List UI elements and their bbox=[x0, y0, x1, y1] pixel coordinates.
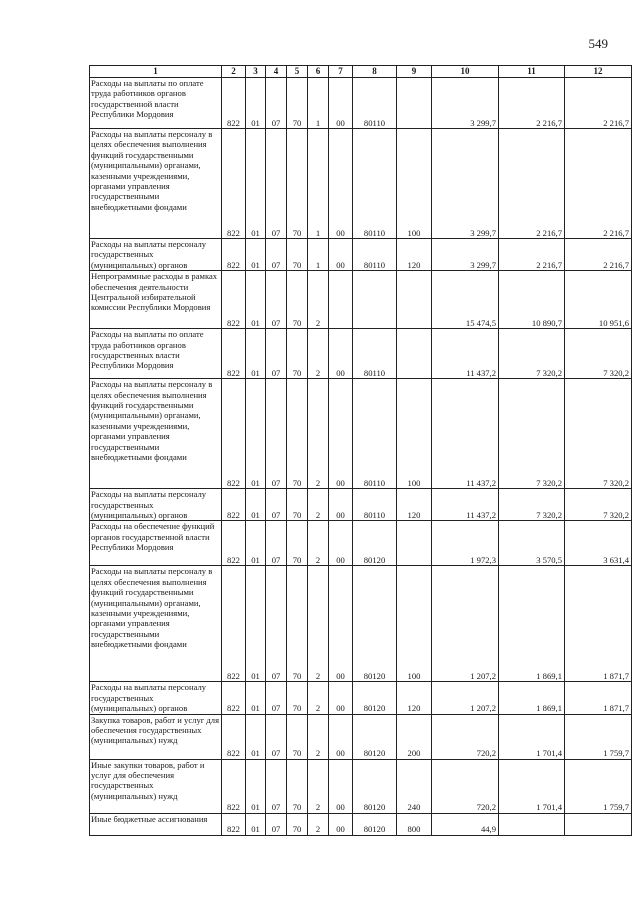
row-name-cell: Расходы на выплаты персоналу в целях обеспечения выполнения функций государственными (муниципальными) органами, казенными учреждениями, органами управления государственными внебюджетными фондами bbox=[90, 129, 222, 239]
cell-col-12: 7 320,2 bbox=[565, 379, 632, 489]
cell-col-9: 120 bbox=[397, 489, 432, 521]
cell-col-12: 1 759,7 bbox=[565, 759, 632, 813]
row-name-cell: Закупка товаров, работ и услуг для обеспечения государственных (муниципальных) нужд bbox=[90, 714, 222, 759]
cell-col-2: 822 bbox=[222, 489, 246, 521]
cell-col-10: 1 207,2 bbox=[432, 566, 499, 682]
cell-col-9: 200 bbox=[397, 714, 432, 759]
cell-col-6: 2 bbox=[308, 521, 329, 566]
cell-col-10: 11 437,2 bbox=[432, 329, 499, 379]
cell-col-2: 822 bbox=[222, 566, 246, 682]
cell-col-8: 80110 bbox=[353, 489, 397, 521]
cell-col-7: 00 bbox=[329, 813, 353, 835]
cell-col-8: 80110 bbox=[353, 329, 397, 379]
cell-col-10: 11 437,2 bbox=[432, 489, 499, 521]
cell-col-4: 07 bbox=[266, 271, 287, 329]
cell-col-12: 3 631,4 bbox=[565, 521, 632, 566]
cell-col-5: 70 bbox=[287, 329, 308, 379]
cell-col-10: 1 207,2 bbox=[432, 682, 499, 714]
cell-col-11: 3 570,5 bbox=[499, 521, 565, 566]
cell-col-7: 00 bbox=[329, 714, 353, 759]
cell-col-6: 2 bbox=[308, 566, 329, 682]
cell-col-5: 70 bbox=[287, 129, 308, 239]
cell-col-5: 70 bbox=[287, 566, 308, 682]
cell-col-3: 01 bbox=[246, 129, 266, 239]
cell-col-7: 00 bbox=[329, 129, 353, 239]
cell-col-11: 2 216,7 bbox=[499, 78, 565, 129]
cell-col-2: 822 bbox=[222, 682, 246, 714]
cell-col-7: 00 bbox=[329, 239, 353, 271]
cell-col-4: 07 bbox=[266, 813, 287, 835]
cell-col-6: 2 bbox=[308, 271, 329, 329]
cell-col-12: 1 871,7 bbox=[565, 566, 632, 682]
table-row bbox=[90, 521, 632, 566]
cell-col-3: 01 bbox=[246, 714, 266, 759]
cell-col-4: 07 bbox=[266, 239, 287, 271]
cell-col-2: 822 bbox=[222, 521, 246, 566]
table-row bbox=[90, 489, 632, 521]
cell-col-10: 3 299,7 bbox=[432, 239, 499, 271]
cell-col-6: 2 bbox=[308, 379, 329, 489]
column-header-10: 10 bbox=[432, 66, 499, 78]
table-row bbox=[90, 78, 632, 129]
cell-col-3: 01 bbox=[246, 239, 266, 271]
cell-col-4: 07 bbox=[266, 379, 287, 489]
cell-col-4: 07 bbox=[266, 489, 287, 521]
cell-col-11: 1 869,1 bbox=[499, 682, 565, 714]
cell-col-12: 1 871,7 bbox=[565, 682, 632, 714]
cell-col-7: 00 bbox=[329, 521, 353, 566]
cell-col-2: 822 bbox=[222, 239, 246, 271]
cell-col-5: 70 bbox=[287, 813, 308, 835]
cell-col-9 bbox=[397, 78, 432, 129]
cell-col-11 bbox=[499, 813, 565, 835]
row-name-cell: Расходы на обеспечение функций органов государственной власти Республики Мордовия bbox=[90, 521, 222, 566]
column-header-1: 1 bbox=[90, 66, 222, 78]
table-row bbox=[90, 566, 632, 682]
cell-col-7: 00 bbox=[329, 566, 353, 682]
cell-col-3: 01 bbox=[246, 489, 266, 521]
row-name-cell: Расходы на выплаты персоналу государственных (муниципальных) органов bbox=[90, 682, 222, 714]
cell-col-3: 01 bbox=[246, 329, 266, 379]
cell-col-6: 2 bbox=[308, 714, 329, 759]
cell-col-6: 2 bbox=[308, 489, 329, 521]
cell-col-6: 1 bbox=[308, 129, 329, 239]
table-header-row bbox=[90, 66, 632, 78]
column-header-11: 11 bbox=[499, 66, 565, 78]
budget-table bbox=[89, 65, 632, 836]
cell-col-6: 2 bbox=[308, 813, 329, 835]
cell-col-9 bbox=[397, 329, 432, 379]
table-row bbox=[90, 813, 632, 835]
cell-col-2: 822 bbox=[222, 129, 246, 239]
row-name-cell: Расходы на выплаты по оплате труда работников органов государственной власти Республики Мордовия bbox=[90, 78, 222, 129]
cell-col-2: 822 bbox=[222, 271, 246, 329]
cell-col-7: 00 bbox=[329, 489, 353, 521]
cell-col-8: 80110 bbox=[353, 78, 397, 129]
cell-col-9 bbox=[397, 271, 432, 329]
column-header-6: 6 bbox=[308, 66, 329, 78]
cell-col-7: 00 bbox=[329, 329, 353, 379]
cell-col-10: 3 299,7 bbox=[432, 78, 499, 129]
cell-col-8: 80120 bbox=[353, 813, 397, 835]
column-header-7: 7 bbox=[329, 66, 353, 78]
cell-col-2: 822 bbox=[222, 714, 246, 759]
cell-col-7 bbox=[329, 271, 353, 329]
cell-col-2: 822 bbox=[222, 813, 246, 835]
cell-col-11: 7 320,2 bbox=[499, 379, 565, 489]
cell-col-9: 100 bbox=[397, 129, 432, 239]
table-row bbox=[90, 271, 632, 329]
cell-col-7: 00 bbox=[329, 682, 353, 714]
cell-col-11: 7 320,2 bbox=[499, 329, 565, 379]
cell-col-12: 7 320,2 bbox=[565, 329, 632, 379]
cell-col-3: 01 bbox=[246, 271, 266, 329]
cell-col-10: 720,2 bbox=[432, 714, 499, 759]
row-name-cell: Иные закупки товаров, работ и услуг для обеспечения государственных (муниципальных) нужд bbox=[90, 759, 222, 813]
cell-col-10: 15 474,5 bbox=[432, 271, 499, 329]
cell-col-3: 01 bbox=[246, 379, 266, 489]
cell-col-4: 07 bbox=[266, 714, 287, 759]
cell-col-5: 70 bbox=[287, 271, 308, 329]
cell-col-2: 822 bbox=[222, 379, 246, 489]
table-row bbox=[90, 714, 632, 759]
cell-col-4: 07 bbox=[266, 759, 287, 813]
cell-col-11: 1 869,1 bbox=[499, 566, 565, 682]
cell-col-5: 70 bbox=[287, 521, 308, 566]
table-row bbox=[90, 129, 632, 239]
cell-col-10: 44,9 bbox=[432, 813, 499, 835]
cell-col-2: 822 bbox=[222, 78, 246, 129]
cell-col-12: 10 951,6 bbox=[565, 271, 632, 329]
row-name-cell: Иные бюджетные ассигнования bbox=[90, 813, 222, 835]
cell-col-8: 80120 bbox=[353, 682, 397, 714]
cell-col-8: 80110 bbox=[353, 379, 397, 489]
cell-col-3: 01 bbox=[246, 759, 266, 813]
cell-col-3: 01 bbox=[246, 521, 266, 566]
cell-col-4: 07 bbox=[266, 682, 287, 714]
column-header-3: 3 bbox=[246, 66, 266, 78]
table-row bbox=[90, 329, 632, 379]
cell-col-11: 10 890,7 bbox=[499, 271, 565, 329]
cell-col-7: 00 bbox=[329, 759, 353, 813]
cell-col-11: 7 320,2 bbox=[499, 489, 565, 521]
cell-col-5: 70 bbox=[287, 759, 308, 813]
table-row bbox=[90, 759, 632, 813]
cell-col-11: 2 216,7 bbox=[499, 239, 565, 271]
cell-col-6: 2 bbox=[308, 759, 329, 813]
table-row bbox=[90, 682, 632, 714]
cell-col-3: 01 bbox=[246, 78, 266, 129]
column-header-9: 9 bbox=[397, 66, 432, 78]
cell-col-3: 01 bbox=[246, 813, 266, 835]
cell-col-9: 800 bbox=[397, 813, 432, 835]
cell-col-10: 3 299,7 bbox=[432, 129, 499, 239]
row-name-cell: Расходы на выплаты персоналу государственных (муниципальных) органов bbox=[90, 239, 222, 271]
cell-col-8: 80120 bbox=[353, 521, 397, 566]
table-row bbox=[90, 239, 632, 271]
row-name-cell: Непрограммные расходы в рамках обеспечения деятельности Центральной избирательной комиссии Республики Мордовия bbox=[90, 271, 222, 329]
cell-col-6: 1 bbox=[308, 78, 329, 129]
cell-col-7: 00 bbox=[329, 78, 353, 129]
cell-col-10: 11 437,2 bbox=[432, 379, 499, 489]
cell-col-12: 1 759,7 bbox=[565, 714, 632, 759]
cell-col-2: 822 bbox=[222, 759, 246, 813]
cell-col-8: 80120 bbox=[353, 714, 397, 759]
cell-col-4: 07 bbox=[266, 78, 287, 129]
cell-col-5: 70 bbox=[287, 379, 308, 489]
cell-col-8: 80120 bbox=[353, 759, 397, 813]
cell-col-3: 01 bbox=[246, 566, 266, 682]
column-header-8: 8 bbox=[353, 66, 397, 78]
page-number: 549 bbox=[588, 36, 608, 51]
cell-col-9: 240 bbox=[397, 759, 432, 813]
cell-col-12: 2 216,7 bbox=[565, 78, 632, 129]
cell-col-9: 100 bbox=[397, 566, 432, 682]
cell-col-8: 80120 bbox=[353, 566, 397, 682]
cell-col-8 bbox=[353, 271, 397, 329]
cell-col-8: 80110 bbox=[353, 239, 397, 271]
cell-col-5: 70 bbox=[287, 239, 308, 271]
cell-col-6: 1 bbox=[308, 239, 329, 271]
cell-col-11: 1 701,4 bbox=[499, 759, 565, 813]
cell-col-12: 2 216,7 bbox=[565, 239, 632, 271]
cell-col-9: 120 bbox=[397, 239, 432, 271]
cell-col-5: 70 bbox=[287, 714, 308, 759]
cell-col-4: 07 bbox=[266, 521, 287, 566]
column-header-12: 12 bbox=[565, 66, 632, 78]
table-body bbox=[90, 78, 632, 836]
cell-col-10: 720,2 bbox=[432, 759, 499, 813]
cell-col-6: 2 bbox=[308, 329, 329, 379]
cell-col-12: 2 216,7 bbox=[565, 129, 632, 239]
row-name-cell: Расходы на выплаты по оплате труда работников органов государственных власти Республики Мордовия bbox=[90, 329, 222, 379]
cell-col-4: 07 bbox=[266, 129, 287, 239]
cell-col-9 bbox=[397, 521, 432, 566]
column-header-2: 2 bbox=[222, 66, 246, 78]
cell-col-2: 822 bbox=[222, 329, 246, 379]
cell-col-11: 2 216,7 bbox=[499, 129, 565, 239]
cell-col-7: 00 bbox=[329, 379, 353, 489]
cell-col-5: 70 bbox=[287, 489, 308, 521]
column-header-5: 5 bbox=[287, 66, 308, 78]
cell-col-5: 70 bbox=[287, 682, 308, 714]
cell-col-9: 120 bbox=[397, 682, 432, 714]
row-name-cell: Расходы на выплаты персоналу в целях обеспечения выполнения функций государственными (муниципальными) органами, казенными учреждениями, органами управления государственными внебюджетными фондами bbox=[90, 566, 222, 682]
row-name-cell: Расходы на выплаты персоналу государственных (муниципальных) органов bbox=[90, 489, 222, 521]
cell-col-12 bbox=[565, 813, 632, 835]
table-row bbox=[90, 379, 632, 489]
cell-col-9: 100 bbox=[397, 379, 432, 489]
cell-col-4: 07 bbox=[266, 329, 287, 379]
cell-col-11: 1 701,4 bbox=[499, 714, 565, 759]
cell-col-4: 07 bbox=[266, 566, 287, 682]
row-name-cell: Расходы на выплаты персоналу в целях обеспечения выполнения функций государственными (муниципальными) органами, казенными учреждениями, органами управления государственными внебюджетными фондами bbox=[90, 379, 222, 489]
cell-col-6: 2 bbox=[308, 682, 329, 714]
cell-col-10: 1 972,3 bbox=[432, 521, 499, 566]
cell-col-3: 01 bbox=[246, 682, 266, 714]
column-header-4: 4 bbox=[266, 66, 287, 78]
cell-col-12: 7 320,2 bbox=[565, 489, 632, 521]
cell-col-5: 70 bbox=[287, 78, 308, 129]
cell-col-8: 80110 bbox=[353, 129, 397, 239]
